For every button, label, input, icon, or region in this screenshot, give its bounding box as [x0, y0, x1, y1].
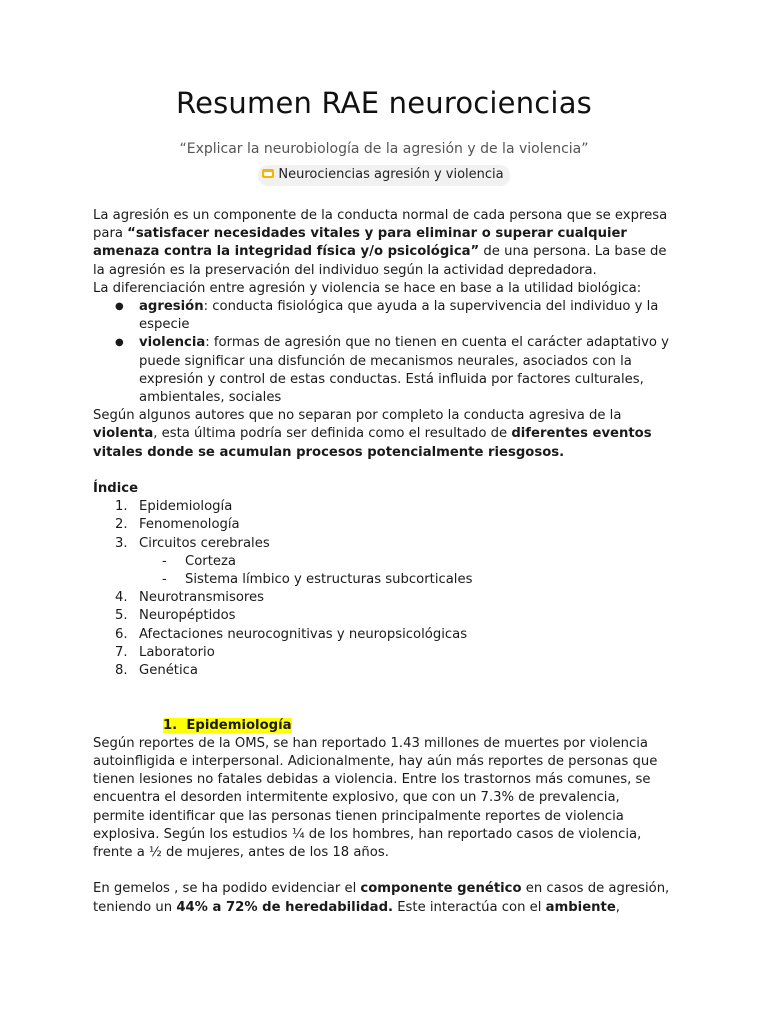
paragraph-text: , — [615, 899, 620, 915]
document-title: Resumen RAE neurociencias — [176, 86, 592, 120]
highlighted-heading — [163, 718, 292, 733]
bold-text: 44% a 72% de heredabilidad. — [176, 899, 394, 915]
section-heading-epidemiologia — [93, 717, 673, 735]
item-label: Laboratorio — [139, 644, 215, 660]
linked-file-chip[interactable] — [258, 165, 509, 186]
item-label: Circuitos cerebrales — [139, 535, 270, 551]
intro-bold-text: “satisfacer necesidades vitales y para eliminar o superar cualquier amenaza contra la integridad física y/o psicológica” — [93, 226, 627, 260]
bold-text: diferentes eventos vitales donde se acumulan procesos potencialmente riesgosos. — [93, 426, 652, 460]
index-subitem[interactable] — [93, 571, 673, 589]
index-list — [93, 498, 673, 553]
index-item[interactable] — [93, 626, 673, 644]
paragraph-text: Este interactúa con el — [393, 899, 546, 915]
item-label: Neuropéptidos — [139, 608, 236, 624]
spacer — [93, 680, 673, 698]
item-number: 1. — [115, 499, 128, 515]
dash-marker: - — [162, 572, 167, 588]
document-subtitle: “Explicar la neurobiología de la agresión y de la violencia” — [179, 141, 589, 157]
item-label: Fenomenología — [139, 517, 240, 533]
epidemiology-paragraph: Según reportes de la OMS, se han reportado 1.43 millones de muertes por violencia autoinfligida e interpersonal. Adicionalmente, hay aún más reportes de personas que tienen lesiones no fatales debidas a violencia. Entre los trastornos más comunes, se encuentra el desorden intermitente explosivo, que con un 7.3% de prevalencia, permite identificar que las personas tienen principalmente reportes de violencia explosiva. Según los estudios ¼ de los hombres, han reportado casos de violencia, frente a ½ de mujeres, antes de los 18 años. — [93, 735, 658, 861]
index-sublist — [93, 553, 673, 589]
item-label: Neurotransmisores — [139, 590, 265, 606]
index-item[interactable] — [93, 498, 673, 516]
bold-text: componente genético — [360, 881, 522, 897]
definition-text: : formas de agresión que no tienen en cuenta el carácter adaptativo y puede significar una disfunción de mecanismos neurales, asociados con la expresión y control de estas conductas. Está influida por factores culturales, ambientales, sociales — [139, 335, 669, 406]
genetics-paragraph — [93, 880, 673, 916]
definition-text: : conducta fisiológica que ayuda a la supervivencia del individuo y la especie — [139, 299, 659, 333]
index-item[interactable] — [93, 662, 673, 680]
item-label: Afectaciones neurocognitivas y neuropsicológicas — [139, 626, 468, 642]
section-title: Epidemiología — [186, 717, 292, 733]
spacer — [93, 862, 673, 880]
index-item[interactable] — [93, 516, 673, 534]
paragraph-text: , esta última podría ser definida como el resultado de — [153, 426, 512, 442]
definitions-list — [93, 298, 673, 407]
term-agresion: agresión — [139, 299, 204, 315]
violence-paragraph — [93, 407, 673, 462]
slides-icon — [262, 169, 274, 178]
intro-text-end: de una persona. La base de la agresión es la preservación del individuo según la actividad depredadora. — [93, 244, 667, 278]
intro-paragraph — [93, 207, 673, 280]
item-number: 5. — [115, 608, 128, 624]
index-item[interactable] — [93, 535, 673, 553]
spacer — [93, 698, 673, 716]
intro-text: La agresión es un componente de la conducta normal de cada persona que se expresa para — [93, 208, 668, 242]
index-subitem[interactable] — [93, 553, 673, 571]
list-item — [93, 334, 673, 407]
item-number: 6. — [115, 626, 128, 642]
item-label: Genética — [139, 663, 198, 679]
item-label: Epidemiología — [139, 499, 233, 515]
dash-marker: - — [162, 553, 167, 569]
subitem-label: Corteza — [185, 553, 236, 569]
item-number: 7. — [115, 644, 128, 660]
bold-text: violenta — [93, 426, 154, 442]
paragraph-text: en casos de agresión, teniendo un — [93, 881, 670, 915]
item-number: 4. — [115, 590, 128, 606]
list-item — [93, 298, 673, 334]
subitem-label: Sistema límbico y estructuras subcorticales — [185, 572, 473, 588]
differentiation-paragraph: La diferenciación entre agresión y violencia se hace en base a la utilidad biológica: — [93, 280, 642, 296]
chip-label: Neurociencias agresión y violencia — [278, 167, 504, 182]
term-violencia: violencia — [139, 335, 206, 351]
document-body — [93, 207, 673, 917]
spacer — [93, 462, 673, 480]
index-heading-text: Índice — [93, 481, 139, 497]
chip-container — [0, 163, 768, 186]
index-list-continued — [93, 589, 673, 680]
index-item[interactable] — [93, 644, 673, 662]
item-number: 2. — [115, 517, 128, 533]
paragraph-text: Según algunos autores que no separan por completo la conducta agresiva de la — [93, 408, 622, 424]
index-item[interactable] — [93, 589, 673, 607]
bold-text: ambiente — [545, 899, 616, 915]
section-number: 1. — [163, 717, 178, 733]
index-item[interactable] — [93, 607, 673, 625]
index-heading — [93, 480, 673, 498]
paragraph-text: En gemelos , se ha podido evidenciar el — [93, 881, 361, 897]
item-number: 3. — [115, 535, 128, 551]
item-number: 8. — [115, 663, 128, 679]
